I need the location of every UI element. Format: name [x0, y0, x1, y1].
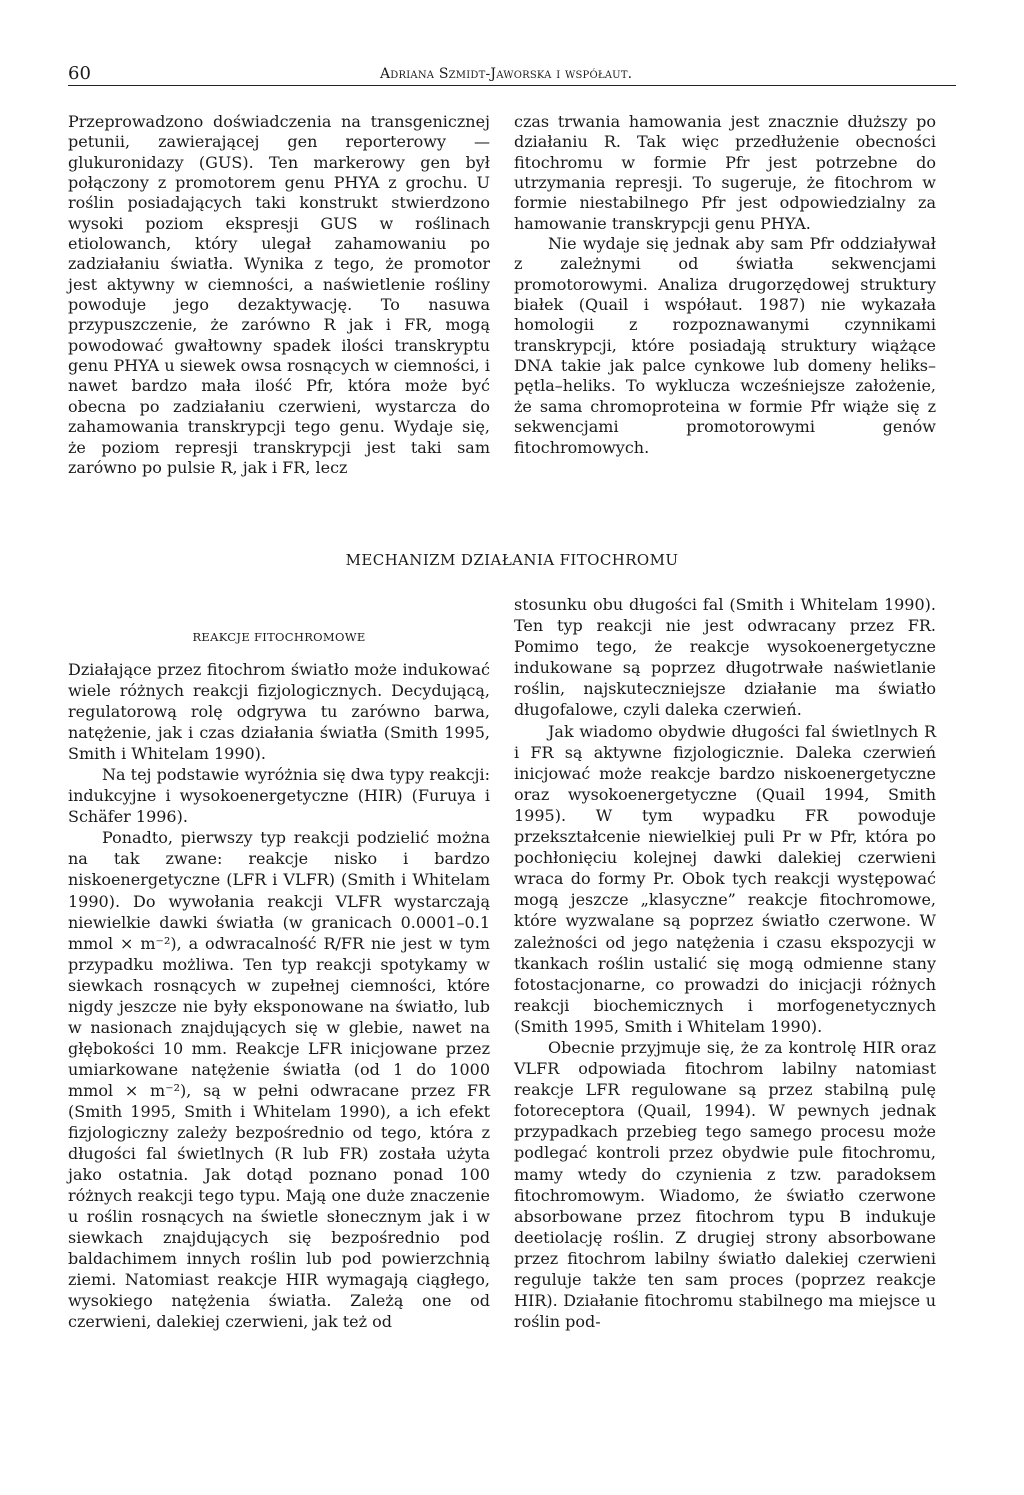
section-title: MECHANIZM DZIAŁANIA FITOCHROMU: [345, 551, 679, 569]
bottom-right-column: [514, 594, 936, 1332]
paragraph: Jak wiadomo obydwie długości fal świetlnych R i FR są aktywne fizjologicznie. Daleka czerwień inicjować może reakcje bardzo niskoenergetyczne oraz wysokoenergetyczne (Quail 1994, Smith 1995). W tym wypadku FR powoduje przekształcenie niewielkiej puli Pr w Pfr, która po pochłonięciu kolejnej dawki dalekiej czerwieni wraca do formy Pr. Obok tych reakcji występować mogą jeszcze „klasyczne” reakcje fitochromowe, które wyzwalane są poprzez światło czerwone. W zależności od jego natężenia i czasu ekspozycji w tkankach roślin ustalić się mogą odmienne stany fotostacjonarne, co prowadzi do inicjacji różnych reakcji biochemicznych i morfogenetycznych (Smith 1995, Smith i Whitelam 1990).: [514, 721, 936, 1036]
bottom-left-column: [68, 659, 490, 1333]
paragraph: Przeprowadzono doświadczenia na transgenicznej petunii, zawierającej gen reporterowy — glukuronidazy (GUS). Ten markerowy gen był połączony z promotorem genu PHYA z grochu. U roślin posiadających taki konstrukt stwierdzono wysoki poziom ekspresji GUS w roślinach etiolowanch, który ulegał zahamowaniu po zadziałaniu światła. Wynika z tego, że promotor jest aktywny w ciemności, a naświetlenie rośliny powoduje jego dezaktywację. To nasuwa przypuszczenie, że zarówno R jak i FR, mogą powodować gwałtowny spadek ilości transkryptu genu PHYA u siewek owsa rosnących w ciemności, i nawet bardzo mała ilość Pfr, która może być obecna po zadziałaniu czerwieni, wystarcza do zahamowania transkrypcji tego genu. Wydaje się, że poziom represji transkrypcji jest taki sam zarówno po pulsie R, jak i FR, lecz: [68, 112, 490, 477]
paragraph: stosunku obu długości fal (Smith i Whitelam 1990). Ten typ reakcji nie jest odwracany przez FR. Pomimo tego, że reakcje wysokoenergetyczne indukowane są poprzez długotrwałe naświetlanie roślin, najskuteczniejsze działanie ma światło długofalowe, czyli daleka czerwień.: [514, 595, 936, 720]
top-left-column: [68, 112, 490, 478]
paragraph: Obecnie przyjmuje się, że za kontrolę HIR oraz VLFR odpowiada fitochrom labilny natomiast reakcje LFR regulowane są przez stabilną pulę fotoreceptora (Quail, 1994). W pewnych jednak przypadkach przebieg tego samego procesu może podlegać kontroli przez obydwie pule fitochromu, mamy wtedy do czynienia z tzw. paradoksem fitochromowym. Wiadomo, że światło czerwone absorbowane przez fitochrom typu B indukuje deetiolację roślin. Z drugiej strony absorbowane przez fitochrom labilny światło dalekiej czerwieni reguluje także ten sam proces (poprzez reakcje HIR). Działanie fitochromu stabilnego ma miejsce u roślin pod-: [514, 1037, 936, 1332]
page-header: [68, 63, 956, 86]
paragraph: Ponadto, pierwszy typ reakcji podzielić można na tak zwane: reakcje nisko i bardzo niskoenergetyczne (LFR i VLFR) (Smith i Whitelam 1990). Do wywołania reakcji VLFR wystarczają niewielkie dawki światła (w granicach 0.0001–0.1 mmol × m⁻²), a odwracalność R/FR nie jest w tym przypadku możliwa. Ten typ reakcji spotykamy w siewkach rosnących w zupełnej ciemności, które nigdy jeszcze nie były eksponowane na światło, lub w nasionach znajdujących się w glebie, nawet na głębokości 10 mm. Reakcje LFR inicjowane przez umiarkowane natężenie światła (od 1 do 1000 mmol × m⁻²), są w pełni odwracane przez FR (Smith 1995, Smith i Whitelam 1990), a ich efekt fizjologiczny zależy bezpośrednio od tego, która z długości fal świetlnych (R lub FR) została użyta jako ostatnia. Jak dotąd poznano ponad 100 różnych reakcji tego typu. Mają one duże znaczenie u roślin rosnących na świetle słonecznym jak i w siewkach znajdujących się bezpośrednio pod baldachimem innych roślin lub pod powierzchnią ziemi. Natomiast reakcje HIR wymagają ciągłego, wysokiego natężenia światła. Zależą one od czerwieni, dalekiej czerwieni, jak też od: [68, 828, 490, 1332]
running-head: Adriana Szmidt-Jaworska i współaut.: [380, 66, 633, 82]
top-right-column: [514, 112, 936, 458]
page-number: 60: [68, 63, 91, 84]
paragraph: Na tej podstawie wyróżnia się dwa typy reakcji: indukcyjne i wysokoenergetyczne (HIR) (Furuya i Schäfer 1996).: [68, 765, 490, 827]
paragraph: czas trwania hamowania jest znacznie dłuższy po działaniu R. Tak więc przedłużenie obecności fitochromu w formie Pfr jest potrzebne do utrzymania represji. To sugeruje, że fitochrom w formie niestabilnego Pfr jest odpowiedzialny za hamowanie transkrypcji genu PHYA.: [514, 112, 936, 233]
paragraph: Działające przez fitochrom światło może indukować wiele różnych reakcji fizjologicznych. Decydującą, regulatorową rolę odgrywa tu zarówno barwa, natężenie, jak i czas działania światła (Smith 1995, Smith i Whitelam 1990).: [68, 660, 490, 764]
paragraph: Nie wydaje się jednak aby sam Pfr oddziaływał z zależnymi od światła sekwencjami promotorowymi. Analiza drugorzędowej struktury białek (Quail i współaut. 1987) nie wykazała homologii z rozpoznawanymi czynnikami transkrypcji, które posiadają struktury wiążące DNA takie jak palce cynkowe lub domeny heliks–pętla–heliks. To wyklucza wcześniejsze założenie, że sama chromoproteina w formie Pfr wiąże się z sekwencjami promotorowymi genów fitochromowych.: [514, 234, 936, 457]
subsection-title: REAKCJE FITOCHROMOWE: [192, 630, 366, 644]
